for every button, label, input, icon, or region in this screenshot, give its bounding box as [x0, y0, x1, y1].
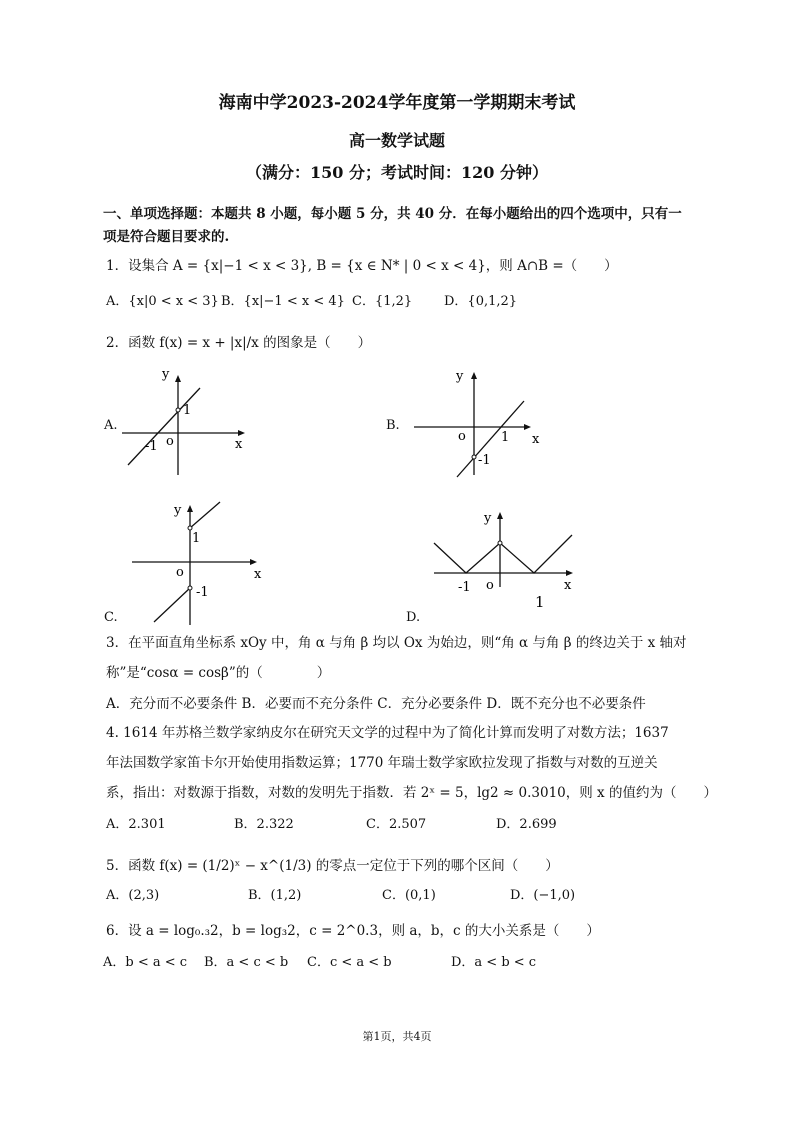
q2-option-b: B.: [386, 418, 400, 433]
q4-stem-line2: 年法国数学家笛卡尔开始使用指数运算；1770 年瑞士数学家欧拉发现了指数与对数的互逆关: [106, 755, 658, 771]
q3-options: A．充分而不必要条件 B．必要而不充分条件 C．充分必要条件 D．既不充分也不必要条件: [106, 696, 646, 712]
graph-c-origin: o: [176, 565, 184, 580]
section-heading-line2: 项是符合题目要求的.: [103, 229, 230, 245]
graph-b-y-label: y: [456, 369, 464, 384]
graph-a-x-label: x: [235, 437, 243, 452]
q5-stem: 5．函数 f(x) = (1/2)ˣ − x^(1/3) 的零点一定位于下列的哪个区间（ ）: [106, 858, 559, 874]
graph-d-y-label: y: [484, 511, 492, 526]
exam-title: 海南中学2023-2024学年度第一学期期末考试: [218, 93, 576, 113]
q1-option-c: C．{1,2}: [352, 294, 413, 309]
graph-c-x-label: x: [254, 567, 262, 582]
graph-d-origin: o: [486, 578, 494, 593]
q5-option-d: D．(−1,0): [510, 888, 576, 903]
q1-stem: 1．设集合 A = {x|−1 < x < 3}, B = {x ∈ N* | 0 < x < 4}，则 A∩B =（ ）: [106, 258, 618, 274]
graph-d-minus-one: -1: [458, 580, 471, 595]
graph-c-y-label: y: [174, 503, 182, 518]
q6-option-b: B．a < c < b: [204, 955, 289, 970]
q5-option-b: B．(1,2): [248, 888, 302, 903]
q5-option-a: A．(2,3): [106, 888, 160, 903]
q6-option-a: A．b < a < c: [103, 955, 188, 970]
graph-a-y-label: y: [162, 367, 170, 382]
q1-option-d: D．{0,1,2}: [444, 294, 518, 309]
page-number: 第1页，共4页: [362, 1030, 432, 1043]
graph-d-one: 1: [535, 593, 545, 611]
q6-option-c: C．c < a < b: [307, 955, 392, 970]
graph-b-one: 1: [501, 430, 510, 445]
q4-stem-line3: 系，指出：对数源于指数，对数的发明先于指数．若 2ˣ = 5，lg2 ≈ 0.3010，则 x 的值约为（ ）: [106, 785, 717, 801]
graph-d: [430, 505, 580, 615]
section-heading-line1: 一、单项选择题：本题共 8 小题，每小题 5 分，共 40 分．在每小题给出的四个选项中，只有一: [103, 206, 682, 222]
graph-a-one: 1: [183, 403, 192, 418]
q4-option-d: D．2.699: [496, 817, 557, 832]
q2-option-d: D.: [406, 610, 421, 625]
q5-option-c: C．(0,1): [382, 888, 436, 903]
q2-stem: 2．函数 f(x) = x + |x|/x 的图象是（ ）: [106, 335, 372, 351]
graph-b-x-label: x: [532, 432, 540, 447]
q2-option-a: A.: [104, 418, 118, 433]
graph-b-origin: o: [458, 429, 466, 444]
q4-stem-line1: 4. 1614 年苏格兰数学家纳皮尔在研究天文学的过程中为了简化计算而发明了对数方法；1637: [106, 725, 669, 741]
q6-stem: 6．设 a = log₀.₃2，b = log₃2，c = 2^0.3，则 a，b，c 的大小关系是（ ）: [106, 923, 600, 939]
graph-c: [128, 500, 268, 630]
graph-a-minus-one: -1: [145, 439, 158, 454]
graph-a: [118, 367, 248, 480]
graph-c-minus-one: -1: [196, 585, 209, 600]
exam-info: （满分：150 分；考试时间：120 分钟）: [246, 163, 548, 182]
q4-option-a: A．2.301: [106, 817, 166, 832]
graph-b: [412, 365, 542, 480]
graph-c-one: 1: [192, 531, 201, 546]
exam-subtitle: 高一数学试题: [348, 131, 445, 150]
graph-a-origin: o: [166, 434, 174, 449]
q4-option-c: C．2.507: [366, 817, 427, 832]
q2-option-c: C.: [104, 610, 118, 625]
q3-stem-line1: 3．在平面直角坐标系 xOy 中，角 α 与角 β 均以 Ox 为始边，则“角 α 与角 β 的终边关于 x 轴对: [106, 635, 687, 651]
graph-b-minus-one: -1: [478, 453, 491, 468]
graph-d-x-label: x: [564, 578, 572, 593]
q3-stem-line2: 称”是“cosα = cosβ”的（ ）: [106, 665, 331, 681]
q4-option-b: B．2.322: [234, 817, 294, 832]
q1-option-b: B．{x|−1 < x < 4}: [221, 294, 345, 309]
q1-option-a: A．{x|0 < x < 3}: [106, 294, 219, 309]
q6-option-d: D．a < b < c: [451, 955, 537, 970]
